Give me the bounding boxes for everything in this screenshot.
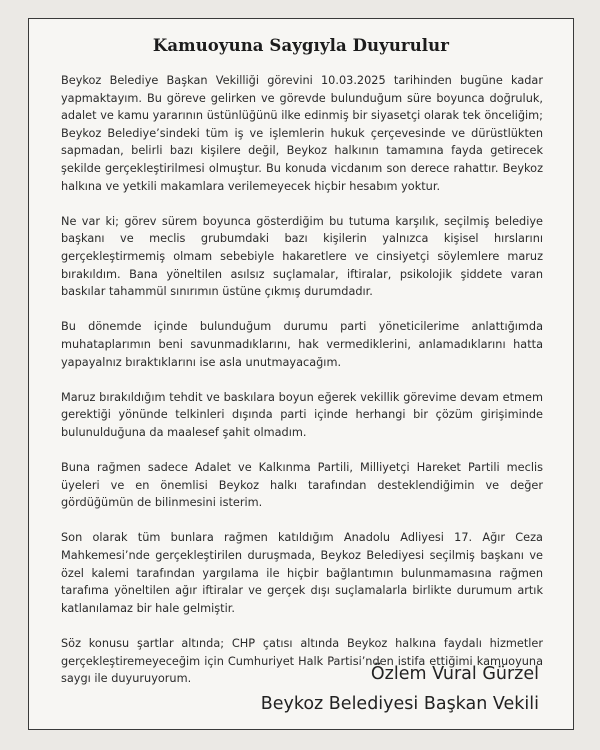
document-frame bbox=[28, 18, 574, 730]
signature-name: Özlem Vural Gürzel bbox=[370, 664, 539, 684]
paragraph-5: Buna rağmen sadece Adalet ve Kalkınma Partili, Milliyetçi Hareket Partili meclis üyeleri ve en önemlisi Beykoz halkı tarafından desteklendiğimin ve değer gördüğümün de bilinmesini isterim. bbox=[61, 461, 543, 510]
paragraph-1: Beykoz Belediye Başkan Vekilliği görevini 10.03.2025 tarihinden bugüne kadar yapmaktayım. Bu göreve gelirken ve görevde bulunduğum süre boyunca doğruluk, adalet ve kamu yararının üstünlüğünü ilke edinmiş bir siyasetçi olarak tek önceliğim; Beykoz Belediye’sindeki tüm iş ve işlemlerin hukuk çerçevesinde ve dürüstlükten sapmadan, belirli bazı kişilere değil, Beykoz halkının tamamına fayda getirecek şekilde gerçekleştirilmesi olmuştur. Bu konuda vicdanım son derece rahattır. Beykoz halkına ve yetkili makamlara verilemeyecek hiçbir hesabım yoktur. bbox=[61, 74, 543, 193]
paragraph-2: Ne var ki; görev sürem boyunca gösterdiğim bu tutuma karşılık, seçilmiş belediye başkanı ve meclis grubumdaki bazı kişilerin yalnızca kişisel hırslarını gerçekleştirmemiş olmam sebebiyle hakaretlere ve cinsiyetçi söylemlere maruz bırakıldım. Bana yöneltilen asılsız suçlamalar, iftiralar, psikolojik şiddete varan baskılar tahammül sınırımın üstüne çıkmış durumdadır. bbox=[61, 214, 543, 299]
signature-block bbox=[261, 659, 539, 719]
document-title: Kamuoyuna Saygıyla Duyurulur bbox=[152, 36, 450, 55]
paragraph-4: Maruz bırakıldığım tehdit ve baskılara boyun eğerek vekillik görevime devam etmem gerektiği yönünde telkinleri dışında parti içinde herhangi bir çözüm girişiminde bulunulduğuna da maalesef şahit olmadım. bbox=[61, 390, 543, 439]
paragraph-7: Söz konusu şartlar altında; CHP çatısı altında Beykoz halkına faydalı hizmetler gerçekleştiremeyeceğim için Cumhuriyet Halk Partisi’nden istifa ettiğimi kamuoyuna saygı ile duyuruyorum. bbox=[61, 637, 543, 686]
paragraph-6: Son olarak tüm bunlara rağmen katıldığım Anadolu Adliyesi 17. Ağır Ceza Mahkemesi’nde gerçekleştirilen duruşmada, Beykoz Belediyesi seçilmiş başkanı ve özel kalemi tarafından yargılama ile hiçbir bağlantımın bulunmamasına rağmen tarafıma yöneltilen ağır iftiralar ve gerçek dışı suçlamalarla birlikte durumum artık katlanılamaz bir hale gelmiştir. bbox=[61, 531, 543, 615]
document-body bbox=[61, 72, 543, 705]
signature-position: Beykoz Belediyesi Başkan Vekili bbox=[260, 694, 539, 714]
paragraph-3: Bu dönemde içinde bulunduğum durumu parti yöneticilerime anlattığımda muhataplarımın beni savunmadıklarını, hak vermediklerini, anlamadıklarını hatta yapayalnız bıraktıklarını ise asla unutmayacağım. bbox=[61, 320, 543, 369]
